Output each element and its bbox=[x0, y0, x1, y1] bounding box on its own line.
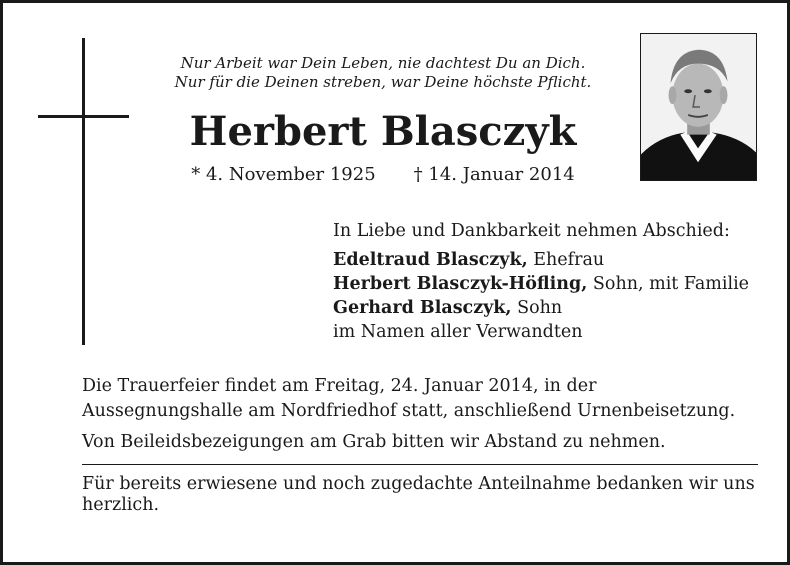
divider bbox=[82, 464, 758, 465]
deceased-name: Herbert Blasczyk bbox=[189, 108, 577, 155]
mourners-closing: im Namen aller Verwandten bbox=[333, 322, 583, 342]
mourner-relation: Sohn, mit Familie bbox=[587, 274, 750, 294]
poem-line: Nur Arbeit war Dein Leben, nie dachtest Du an Dich. bbox=[180, 54, 586, 72]
mourner-relation: Ehefrau bbox=[527, 250, 605, 270]
mourner-entry bbox=[333, 248, 773, 272]
birth-date: * 4. November 1925 bbox=[191, 164, 376, 185]
ceremony-text: Die Trauerfeier findet am Freitag, 24. Januar 2014, in der Aussegnungshalle am Nordfriedhof statt, anschließend Urnenbeisetzung. bbox=[82, 376, 736, 421]
mourner-name: Gerhard Blasczyk, bbox=[333, 298, 512, 318]
poem-line: Nur für die Deinen streben, war Deine höchste Pflicht. bbox=[174, 73, 592, 91]
portrait-photo bbox=[640, 33, 757, 181]
cross-icon bbox=[82, 38, 85, 345]
mourners-list bbox=[333, 219, 773, 344]
death-date: † 14. Januar 2014 bbox=[413, 164, 575, 185]
mourner-entry bbox=[333, 296, 773, 320]
mourner-relation: Sohn bbox=[511, 298, 563, 318]
mourner-entry bbox=[333, 272, 773, 296]
mourner-name: Herbert Blasczyk-Höfling, bbox=[333, 274, 588, 294]
memorial-poem bbox=[153, 54, 613, 92]
ceremony-info bbox=[82, 374, 762, 455]
life-dates bbox=[153, 163, 613, 187]
condolence-note: Von Beileidsbezeigungen am Grab bitten wir Abstand zu nehmen. bbox=[82, 432, 666, 452]
mourner-name: Edeltraud Blasczyk, bbox=[333, 250, 528, 270]
cross-icon-bar bbox=[38, 115, 129, 118]
thanks-note: Für bereits erwiesene und noch zugedachte Anteilnahme bedanken wir uns herzlich. bbox=[82, 474, 755, 515]
mourners-intro: In Liebe und Dankbarkeit nehmen Abschied: bbox=[333, 221, 730, 241]
